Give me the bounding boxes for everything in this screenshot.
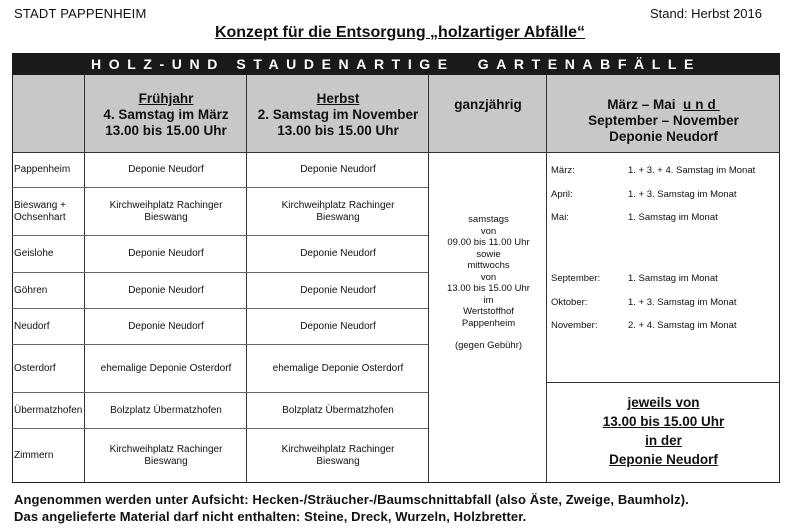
page-title: Konzept für die Entsorgung „holzartiger Abfälle“ bbox=[214, 24, 586, 41]
herbst-label: Herbst bbox=[316, 91, 360, 106]
ganzjaehrig-spacer bbox=[430, 329, 547, 340]
herbst-location: Deponie Neudorf bbox=[300, 320, 376, 332]
month-days: 1. + 3. + 4. Samstag im Monat bbox=[628, 165, 756, 176]
month-name: April: bbox=[551, 189, 573, 200]
herbst-time: 13.00 bis 15.00 Uhr bbox=[277, 123, 399, 138]
header-city: STADT PAPPENHEIM bbox=[14, 6, 147, 21]
fruehjahr-location: Kirchweihplatz Rachinger Bieswang bbox=[109, 444, 223, 467]
fruehjahr-location: Deponie Neudorf bbox=[128, 164, 204, 175]
herbst-location: Kirchweihplatz Rachinger Bieswang bbox=[281, 444, 395, 467]
jeweils-in-der: in der bbox=[645, 433, 682, 448]
ganzjaehrig-line: Wertstoffhof bbox=[463, 306, 514, 317]
deponie-label: Deponie Neudorf bbox=[609, 129, 718, 144]
fruehjahr-location: ehemalige Deponie Osterdorf bbox=[100, 362, 232, 374]
column-header-herbst bbox=[248, 91, 428, 139]
town-name: Neudorf bbox=[14, 320, 50, 332]
town-name: Übermatzhofen bbox=[14, 404, 83, 416]
herbst-location: Kirchweihplatz Rachinger Bieswang bbox=[281, 199, 395, 223]
column-header-fruehjahr bbox=[86, 91, 246, 139]
herbst-location: ehemalige Deponie Osterdorf bbox=[272, 362, 404, 374]
town-name: Zimmern bbox=[14, 450, 54, 461]
september-november-label: September – November bbox=[588, 113, 739, 128]
month-days: 1. Samstag im Monat bbox=[628, 212, 718, 223]
month-name: September: bbox=[551, 273, 601, 284]
fruehjahr-location: Deponie Neudorf bbox=[128, 284, 204, 296]
deponie-hours-note bbox=[548, 393, 779, 469]
town-name: Geislohe bbox=[14, 248, 54, 259]
month-name: März: bbox=[551, 165, 575, 176]
town-name: Osterdorf bbox=[14, 362, 56, 374]
fruehjahr-day: 4. Samstag im März bbox=[103, 107, 229, 122]
fruehjahr-label: Frühjahr bbox=[138, 91, 194, 106]
footer-excluded: Das angelieferte Material darf nicht enthalten: Steine, Dreck, Wurzeln, Holzbretter. bbox=[14, 509, 527, 524]
fruehjahr-location: Deponie Neudorf bbox=[128, 320, 204, 332]
month-name: Oktober: bbox=[551, 297, 588, 308]
ganzjaehrig-line: mittwochs bbox=[467, 260, 510, 271]
town-name: Pappenheim bbox=[14, 164, 71, 175]
maerz-mai-label: März – Mai bbox=[607, 97, 676, 112]
herbst-location: Deponie Neudorf bbox=[300, 164, 376, 175]
month-days: 1. Samstag im Monat bbox=[628, 273, 718, 284]
header-status: Stand: Herbst 2016 bbox=[649, 6, 762, 21]
ganzjaehrig-details bbox=[430, 214, 547, 352]
ganzjaehrig-line: sowie bbox=[476, 248, 501, 260]
column-header-ganzjaehrig: ganzjährig bbox=[454, 97, 522, 112]
table-banner: HOLZ-UND STAUDENARTIGE GARTENABFÄLLE bbox=[12, 53, 780, 75]
month-name: November: bbox=[551, 320, 598, 331]
herbst-day: 2. Samstag im November bbox=[257, 107, 419, 122]
grid-line bbox=[546, 382, 780, 383]
ganzjaehrig-line: von bbox=[480, 225, 497, 237]
ganzjaehrig-line: 09.00 bis 11.00 Uhr bbox=[447, 237, 530, 248]
ganzjaehrig-fee-note: (gegen Gebühr) bbox=[454, 340, 523, 351]
herbst-location: Deponie Neudorf bbox=[300, 248, 376, 259]
ganzjaehrig-line: im bbox=[483, 294, 494, 306]
und-label: und bbox=[683, 97, 720, 112]
fruehjahr-location: Bolzplatz Übermatzhofen bbox=[110, 404, 222, 416]
jeweils-location: Deponie Neudorf bbox=[609, 452, 718, 467]
footer-accepted: Angenommen werden unter Aufsicht: Hecken-/Sträucher-/Baumschnittabfall (also Äste, Zweige, Baumholz). bbox=[14, 492, 689, 507]
jeweils-label: jeweils von bbox=[627, 395, 700, 410]
month-days: 1. + 3. Samstag im Monat bbox=[628, 297, 737, 308]
fruehjahr-location: Kirchweihplatz Rachinger Bieswang bbox=[109, 199, 223, 223]
herbst-location: Bolzplatz Übermatzhofen bbox=[282, 404, 394, 416]
month-name: Mai: bbox=[551, 212, 569, 223]
fruehjahr-time: 13.00 bis 15.00 Uhr bbox=[105, 123, 227, 138]
ganzjaehrig-line: 13.00 bis 15.00 Uhr bbox=[447, 283, 530, 294]
ganzjaehrig-line: samstags bbox=[468, 214, 509, 225]
grid-line bbox=[246, 75, 247, 483]
fruehjahr-location: Deponie Neudorf bbox=[128, 248, 204, 259]
grid-line bbox=[428, 75, 429, 483]
month-days: 2. + 4. Samstag im Monat bbox=[628, 320, 737, 331]
town-name: Bieswang + Ochsenhart bbox=[14, 199, 66, 223]
ganzjaehrig-line: von bbox=[480, 271, 497, 283]
jeweils-time: 13.00 bis 15.00 Uhr bbox=[602, 414, 725, 429]
town-name: Göhren bbox=[14, 284, 48, 296]
month-days: 1. + 3. Samstag im Monat bbox=[628, 189, 737, 200]
grid-line bbox=[84, 75, 85, 483]
ganzjaehrig-line: Pappenheim bbox=[461, 317, 516, 329]
column-header-maerz-mai bbox=[548, 97, 779, 145]
herbst-location: Deponie Neudorf bbox=[300, 284, 376, 296]
